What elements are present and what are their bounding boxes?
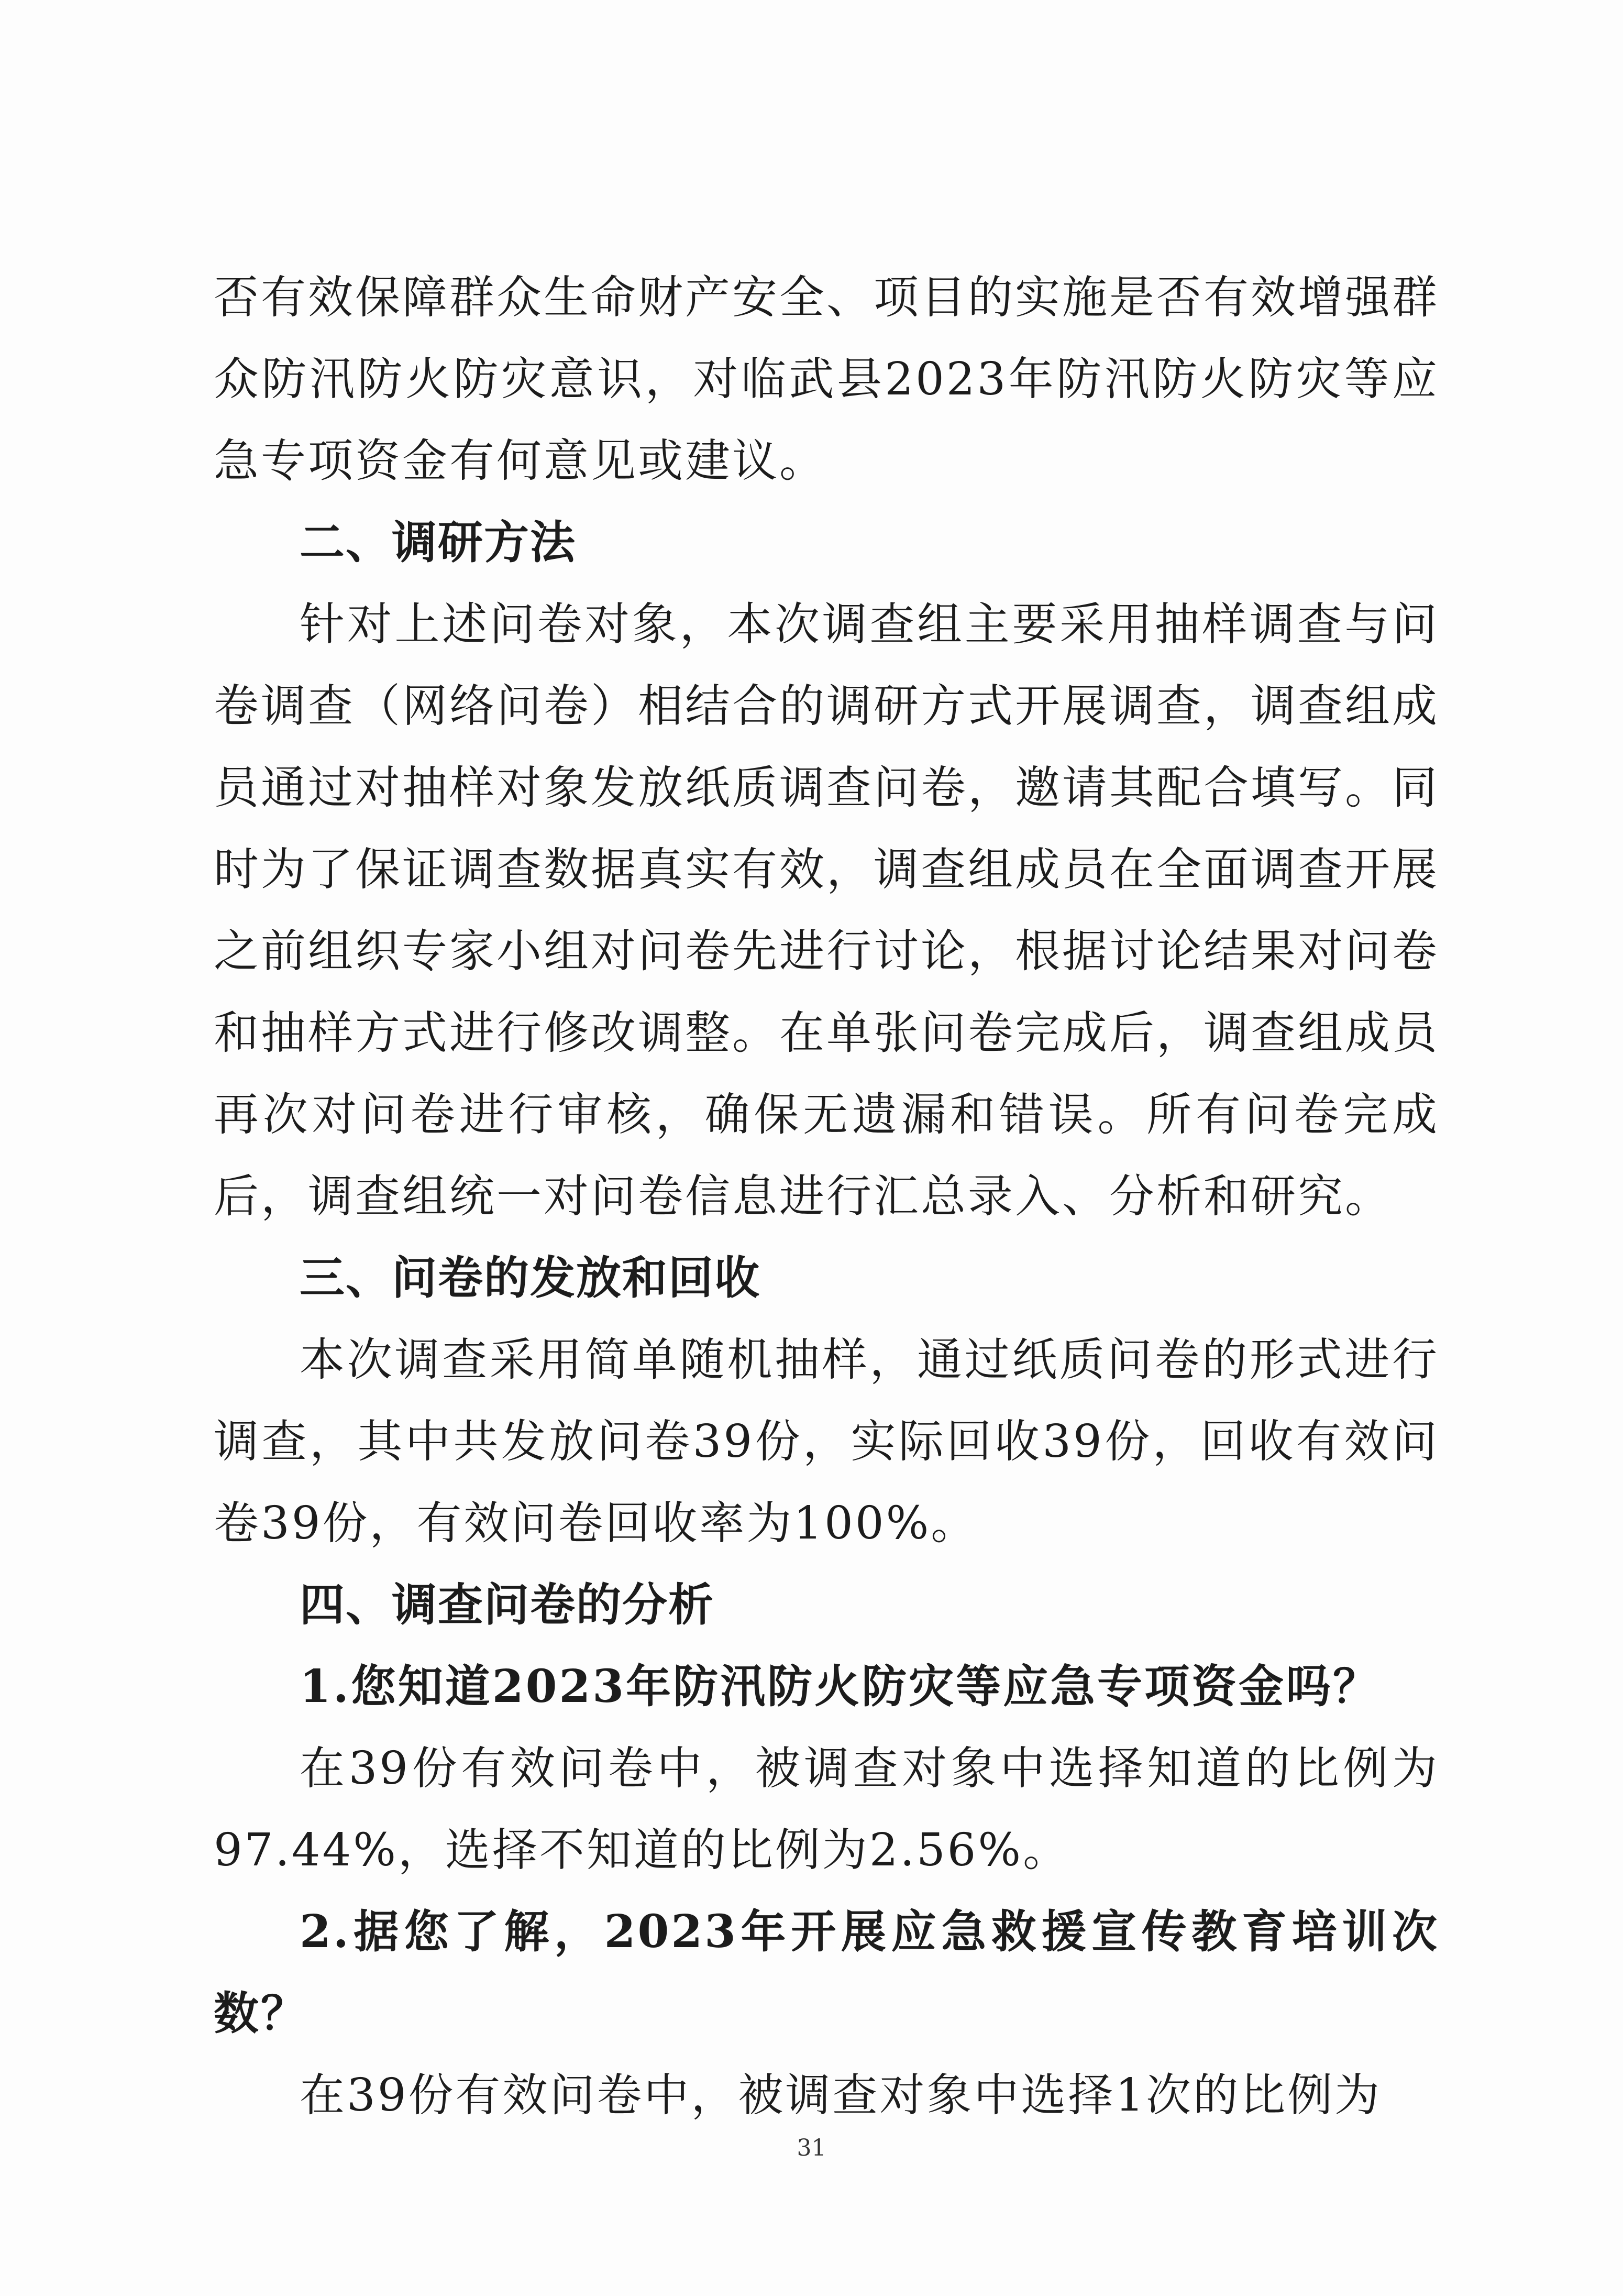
body-paragraph: 本次调查采用简单随机抽样，通过纸质问卷的形式进行调查，其中共发放问卷39份，实际回收39份，回收有效问卷39份，有效问卷回收率为100%。 <box>214 1334 1439 1550</box>
body-paragraph: 在39份有效问卷中，被调查对象中选择1次的比例为 <box>300 2069 1382 2122</box>
section-heading: 四、调查问卷的分析 <box>300 1579 714 1631</box>
question-heading: 2.据您了解，2023年开展应急救援宣传教育培训次数？ <box>214 1905 1439 2040</box>
body-paragraph: 在39份有效问卷中，被调查对象中选择知道的比例为97.44%，选择不知道的比例为2.56%。 <box>214 1742 1439 1876</box>
body-paragraph: 针对上述问卷对象，本次调查组主要采用抽样调查与问卷调查（网络问卷）相结合的调研方式开展调查，调查组成员通过对抽样对象发放纸质调查问卷，邀请其配合填写。同时为了保证调查数据真实有效，调查组成员在全面调查开展之前组织专家小组对问卷先进行讨论，根据讨论结果对问卷和抽样方式进行修改调整。在单张问卷完成后，调查组成员再次对问卷进行审核，确保无遗漏和错误。所有问卷完成后，调查组统一对问卷信息进行汇总录入、分析和研究。 <box>214 598 1439 1223</box>
section-heading: 二、调研方法 <box>300 517 576 569</box>
question-heading: 1.您知道2023年防汛防火防灾等应急专项资金吗？ <box>300 1660 1381 1713</box>
page-number: 31 <box>797 2135 826 2161</box>
section-heading: 三、问卷的发放和回收 <box>300 1252 760 1304</box>
body-paragraph: 否有效保障群众生命财产安全、项目的实施是否有效增强群众防汛防火防灾意识，对临武县2023年防汛防火防灾等应急专项资金有何意见或建议。 <box>214 271 1439 487</box>
document-body <box>214 257 1439 2136</box>
